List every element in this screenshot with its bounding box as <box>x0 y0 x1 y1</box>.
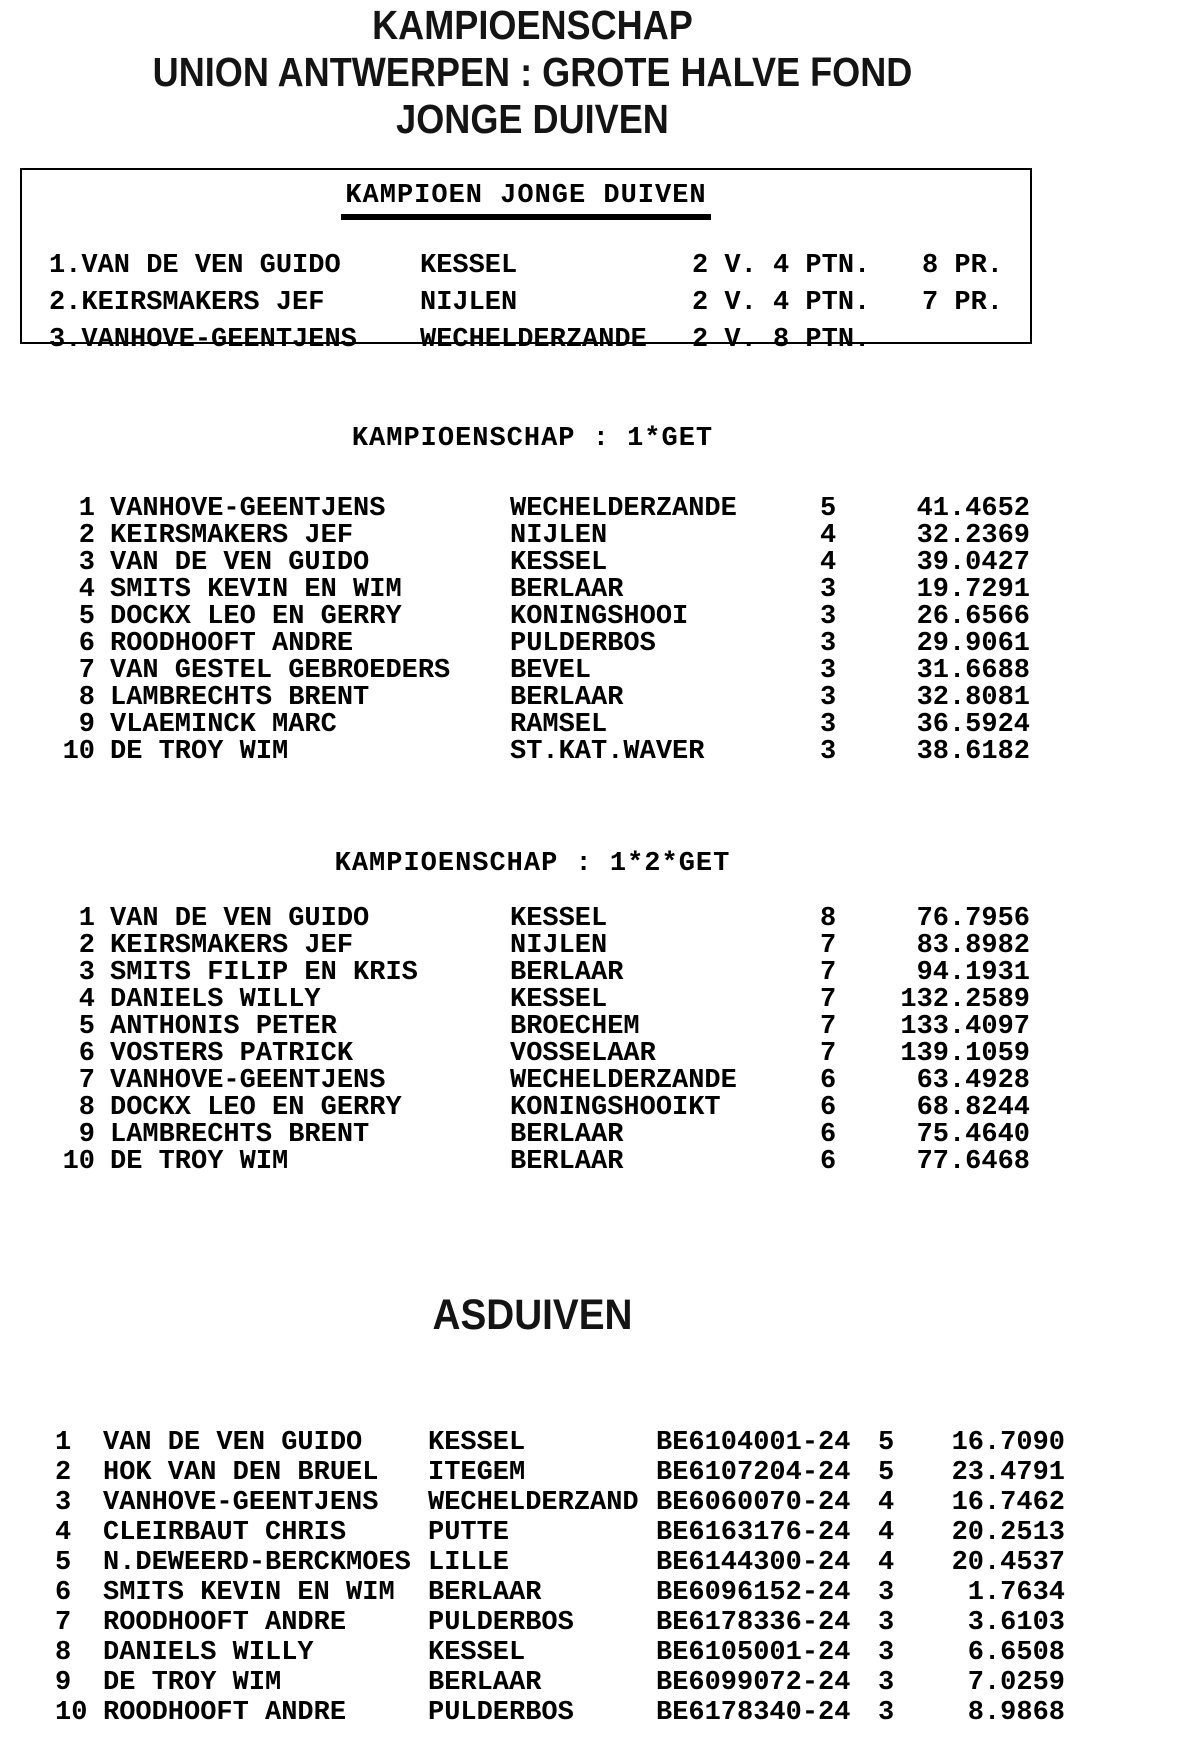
asduiven-row <box>0 1698 1065 1728</box>
city-cell: WECHELDERZAND <box>428 1488 639 1518</box>
count-cell: 3 <box>878 1638 895 1668</box>
name-cell: N.DEWEERD-BERCKMOES <box>103 1548 411 1578</box>
count-cell: 5 <box>878 1458 895 1488</box>
table-row <box>0 658 1065 685</box>
city-cell: BERLAAR <box>510 575 624 605</box>
table-row <box>0 604 1065 631</box>
count-cell: 4 <box>820 521 837 551</box>
asduiven-row <box>0 1638 1065 1668</box>
coefficient-cell: 16.7462 <box>951 1488 1065 1518</box>
asduiven-row <box>0 1548 1065 1578</box>
coefficient-cell: 32.8081 <box>916 683 1030 713</box>
count-cell: 4 <box>878 1488 895 1518</box>
coefficient-cell: 6.6508 <box>967 1638 1065 1668</box>
champion-name-cell: 3.VANHOVE-GEENTJENS <box>49 325 357 355</box>
champion-prizes-cell: 8 PR. <box>922 251 1004 281</box>
champion-box <box>20 168 1032 355</box>
city-cell: KESSEL <box>428 1638 526 1668</box>
city-cell: NIJLEN <box>510 521 608 551</box>
rank-cell: 6 <box>78 1039 95 1069</box>
rank-cell: 8 <box>55 1638 72 1668</box>
table-row <box>0 960 1065 987</box>
city-cell: KESSEL <box>510 548 608 578</box>
rank-cell: 10 <box>62 1147 95 1177</box>
count-cell: 4 <box>820 548 837 578</box>
doc-title-line-1: KAMPIOENSCHAP <box>372 2 693 48</box>
asduiven-row <box>0 1458 1065 1488</box>
asduiven-row <box>0 1488 1065 1518</box>
table-row <box>0 1095 1065 1122</box>
coefficient-cell: 7.0259 <box>967 1668 1065 1698</box>
table-row <box>0 1068 1065 1095</box>
rank-cell: 10 <box>62 737 95 767</box>
rank-cell: 7 <box>55 1608 72 1638</box>
city-cell: NIJLEN <box>510 931 608 961</box>
name-cell: DE TROY WIM <box>110 737 289 767</box>
section-1get-table <box>0 496 1065 766</box>
city-cell: BERLAAR <box>510 683 624 713</box>
champion-city-cell: WECHELDERZANDE <box>420 325 647 355</box>
city-cell: LILLE <box>428 1548 510 1578</box>
coefficient-cell: 36.5924 <box>916 710 1030 740</box>
ring-number-cell: BE6105001-24 <box>656 1638 851 1668</box>
table-row <box>0 987 1065 1014</box>
table-row <box>0 933 1065 960</box>
name-cell: ROODHOOFT ANDRE <box>103 1698 347 1728</box>
table-row <box>0 1014 1065 1041</box>
rank-cell: 1 <box>78 904 95 934</box>
count-cell: 3 <box>878 1608 895 1638</box>
asduiven-table <box>0 1428 1065 1728</box>
coefficient-cell: 38.6182 <box>916 737 1030 767</box>
coefficient-cell: 29.9061 <box>916 629 1030 659</box>
name-cell: VANHOVE-GEENTJENS <box>103 1488 379 1518</box>
count-cell: 3 <box>820 575 837 605</box>
rank-cell: 3 <box>78 958 95 988</box>
coefficient-cell: 75.4640 <box>916 1120 1030 1150</box>
city-cell: KESSEL <box>428 1428 526 1458</box>
rank-cell: 9 <box>55 1668 72 1698</box>
count-cell: 6 <box>820 1120 837 1150</box>
rank-cell: 1 <box>78 494 95 524</box>
table-row <box>0 739 1065 766</box>
coefficient-cell: 41.4652 <box>916 494 1030 524</box>
count-cell: 6 <box>820 1066 837 1096</box>
count-cell: 7 <box>820 1039 837 1069</box>
name-cell: LAMBRECHTS BRENT <box>110 683 370 713</box>
champion-row <box>49 285 1028 322</box>
city-cell: BEVEL <box>510 656 592 686</box>
section-12get-heading: KAMPIOENSCHAP : 1*2*GET <box>334 849 731 879</box>
rank-cell: 2 <box>55 1458 72 1488</box>
city-cell: KONINGSHOOI <box>510 602 689 632</box>
name-cell: VAN DE VEN GUIDO <box>110 904 370 934</box>
count-cell: 3 <box>878 1578 895 1608</box>
coefficient-cell: 68.8244 <box>916 1093 1030 1123</box>
section-12get-table <box>0 906 1065 1176</box>
name-cell: DE TROY WIM <box>103 1668 282 1698</box>
coefficient-cell: 139.1059 <box>900 1039 1030 1069</box>
name-cell: VAN GESTEL GEBROEDERS <box>110 656 451 686</box>
count-cell: 3 <box>820 710 837 740</box>
rank-cell: 4 <box>78 575 95 605</box>
asduiven-row <box>0 1608 1065 1638</box>
name-cell: ROODHOOFT ANDRE <box>110 629 354 659</box>
rank-cell: 4 <box>78 985 95 1015</box>
name-cell: SMITS KEVIN EN WIM <box>103 1578 395 1608</box>
rank-cell: 8 <box>78 683 95 713</box>
city-cell: ST.KAT.WAVER <box>510 737 705 767</box>
champion-box-rows <box>49 248 1028 359</box>
count-cell: 3 <box>820 737 837 767</box>
city-cell: ITEGEM <box>428 1458 526 1488</box>
champion-box-heading: KAMPIOEN JONGE DUIVEN <box>341 181 710 220</box>
asduiven-row <box>0 1428 1065 1458</box>
rank-cell: 7 <box>78 1066 95 1096</box>
coefficient-cell: 83.8982 <box>916 931 1030 961</box>
coefficient-cell: 20.2513 <box>951 1518 1065 1548</box>
count-cell: 5 <box>878 1428 895 1458</box>
city-cell: BERLAAR <box>428 1578 542 1608</box>
rank-cell: 5 <box>55 1548 72 1578</box>
coefficient-cell: 32.2369 <box>916 521 1030 551</box>
coefficient-cell: 16.7090 <box>951 1428 1065 1458</box>
coefficient-cell: 3.6103 <box>967 1608 1065 1638</box>
rank-cell: 5 <box>78 602 95 632</box>
count-cell: 3 <box>820 629 837 659</box>
coefficient-cell: 133.4097 <box>900 1012 1030 1042</box>
table-row <box>0 523 1065 550</box>
name-cell: ROODHOOFT ANDRE <box>103 1608 347 1638</box>
coefficient-cell: 31.6688 <box>916 656 1030 686</box>
count-cell: 7 <box>820 985 837 1015</box>
coefficient-cell: 39.0427 <box>916 548 1030 578</box>
name-cell: VANHOVE-GEENTJENS <box>110 1066 386 1096</box>
champion-city-cell: KESSEL <box>420 251 518 281</box>
ring-number-cell: BE6096152-24 <box>656 1578 851 1608</box>
table-row <box>0 496 1065 523</box>
coefficient-cell: 26.6566 <box>916 602 1030 632</box>
asduiven-row <box>0 1518 1065 1548</box>
name-cell: SMITS KEVIN EN WIM <box>110 575 402 605</box>
count-cell: 3 <box>820 602 837 632</box>
count-cell: 3 <box>878 1698 895 1728</box>
table-row <box>0 550 1065 577</box>
city-cell: PULDERBOS <box>428 1608 574 1638</box>
name-cell: HOK VAN DEN BRUEL <box>103 1458 379 1488</box>
name-cell: VAN DE VEN GUIDO <box>110 548 370 578</box>
city-cell: WECHELDERZANDE <box>510 494 737 524</box>
doc-title-line-3: JONGE DUIVEN <box>396 96 669 142</box>
name-cell: CLEIRBAUT CHRIS <box>103 1518 347 1548</box>
count-cell: 7 <box>820 931 837 961</box>
name-cell: VANHOVE-GEENTJENS <box>110 494 386 524</box>
table-row <box>0 1041 1065 1068</box>
name-cell: DANIELS WILLY <box>103 1638 314 1668</box>
name-cell: SMITS FILIP EN KRIS <box>110 958 418 988</box>
champion-result-cell: 2 V. 4 PTN. <box>692 288 871 318</box>
city-cell: KESSEL <box>510 985 608 1015</box>
ring-number-cell: BE6060070-24 <box>656 1488 851 1518</box>
city-cell: WECHELDERZANDE <box>510 1066 737 1096</box>
table-row <box>0 906 1065 933</box>
champion-box-heading-wrap <box>22 181 1030 220</box>
champion-city-cell: NIJLEN <box>420 288 518 318</box>
coefficient-cell: 19.7291 <box>916 575 1030 605</box>
count-cell: 6 <box>820 1093 837 1123</box>
rank-cell: 2 <box>78 931 95 961</box>
asduiven-row <box>0 1578 1065 1608</box>
table-row <box>0 631 1065 658</box>
count-cell: 6 <box>820 1147 837 1177</box>
coefficient-cell: 76.7956 <box>916 904 1030 934</box>
name-cell: DOCKX LEO EN GERRY <box>110 1093 402 1123</box>
city-cell: BERLAAR <box>428 1668 542 1698</box>
name-cell: DOCKX LEO EN GERRY <box>110 602 402 632</box>
coefficient-cell: 1.7634 <box>967 1578 1065 1608</box>
count-cell: 4 <box>878 1518 895 1548</box>
doc-title-line-2: UNION ANTWERPEN : GROTE HALVE FOND <box>152 49 913 95</box>
rank-cell: 5 <box>78 1012 95 1042</box>
coefficient-cell: 77.6468 <box>916 1147 1030 1177</box>
asduiven-row <box>0 1668 1065 1698</box>
rank-cell: 1 <box>55 1428 72 1458</box>
table-row <box>0 577 1065 604</box>
name-cell: VOSTERS PATRICK <box>110 1039 354 1069</box>
rank-cell: 2 <box>78 521 95 551</box>
doc-title <box>64 2 1001 143</box>
city-cell: BERLAAR <box>510 1147 624 1177</box>
count-cell: 7 <box>820 958 837 988</box>
ring-number-cell: BE6163176-24 <box>656 1518 851 1548</box>
city-cell: RAMSEL <box>510 710 608 740</box>
ring-number-cell: BE6178340-24 <box>656 1698 851 1728</box>
champion-result-cell: 2 V. 4 PTN. <box>692 251 871 281</box>
name-cell: DE TROY WIM <box>110 1147 289 1177</box>
ring-number-cell: BE6144300-24 <box>656 1548 851 1578</box>
name-cell: LAMBRECHTS BRENT <box>110 1120 370 1150</box>
champion-result-cell: 2 V. 8 PTN. <box>692 325 871 355</box>
rank-cell: 10 <box>55 1698 88 1728</box>
champion-row <box>49 248 1028 285</box>
champion-prizes-cell: 7 PR. <box>922 288 1004 318</box>
rank-cell: 9 <box>78 710 95 740</box>
count-cell: 3 <box>878 1668 895 1698</box>
ring-number-cell: BE6178336-24 <box>656 1608 851 1638</box>
coefficient-cell: 23.4791 <box>951 1458 1065 1488</box>
champion-prizes-cell <box>922 322 1028 359</box>
count-cell: 3 <box>820 683 837 713</box>
city-cell: KONINGSHOOIKT <box>510 1093 721 1123</box>
city-cell: KESSEL <box>510 904 608 934</box>
rank-cell: 6 <box>55 1578 72 1608</box>
asduiven-title: ASDUIVEN <box>432 1291 633 1339</box>
city-cell: BERLAAR <box>510 958 624 988</box>
champion-name-cell: 2.KEIRSMAKERS JEF <box>49 288 325 318</box>
coefficient-cell: 20.4537 <box>951 1548 1065 1578</box>
name-cell: KEIRSMAKERS JEF <box>110 521 354 551</box>
name-cell: ANTHONIS PETER <box>110 1012 337 1042</box>
rank-cell: 3 <box>55 1488 72 1518</box>
ring-number-cell: BE6099072-24 <box>656 1668 851 1698</box>
city-cell: PULDERBOS <box>510 629 656 659</box>
champion-row <box>49 322 1028 359</box>
count-cell: 4 <box>878 1548 895 1578</box>
rank-cell: 8 <box>78 1093 95 1123</box>
count-cell: 8 <box>820 904 837 934</box>
rank-cell: 3 <box>78 548 95 578</box>
table-row <box>0 712 1065 739</box>
name-cell: VLAEMINCK MARC <box>110 710 337 740</box>
coefficient-cell: 63.4928 <box>916 1066 1030 1096</box>
city-cell: BERLAAR <box>510 1120 624 1150</box>
city-cell: VOSSELAAR <box>510 1039 656 1069</box>
count-cell: 3 <box>820 656 837 686</box>
coefficient-cell: 94.1931 <box>916 958 1030 988</box>
table-row <box>0 1122 1065 1149</box>
coefficient-cell: 132.2589 <box>900 985 1030 1015</box>
ring-number-cell: BE6107204-24 <box>656 1458 851 1488</box>
count-cell: 7 <box>820 1012 837 1042</box>
table-row <box>0 1149 1065 1176</box>
count-cell: 5 <box>820 494 837 524</box>
table-row <box>0 685 1065 712</box>
city-cell: BROECHEM <box>510 1012 640 1042</box>
rank-cell: 9 <box>78 1120 95 1150</box>
rank-cell: 7 <box>78 656 95 686</box>
name-cell: VAN DE VEN GUIDO <box>103 1428 363 1458</box>
rank-cell: 4 <box>55 1518 72 1548</box>
champion-name-cell: 1.VAN DE VEN GUIDO <box>49 251 341 281</box>
coefficient-cell: 8.9868 <box>967 1698 1065 1728</box>
rank-cell: 6 <box>78 629 95 659</box>
name-cell: KEIRSMAKERS JEF <box>110 931 354 961</box>
section-1get-heading: KAMPIOENSCHAP : 1*GET <box>351 424 714 454</box>
name-cell: DANIELS WILLY <box>110 985 321 1015</box>
city-cell: PULDERBOS <box>428 1698 574 1728</box>
ring-number-cell: BE6104001-24 <box>656 1428 851 1458</box>
city-cell: PUTTE <box>428 1518 510 1548</box>
